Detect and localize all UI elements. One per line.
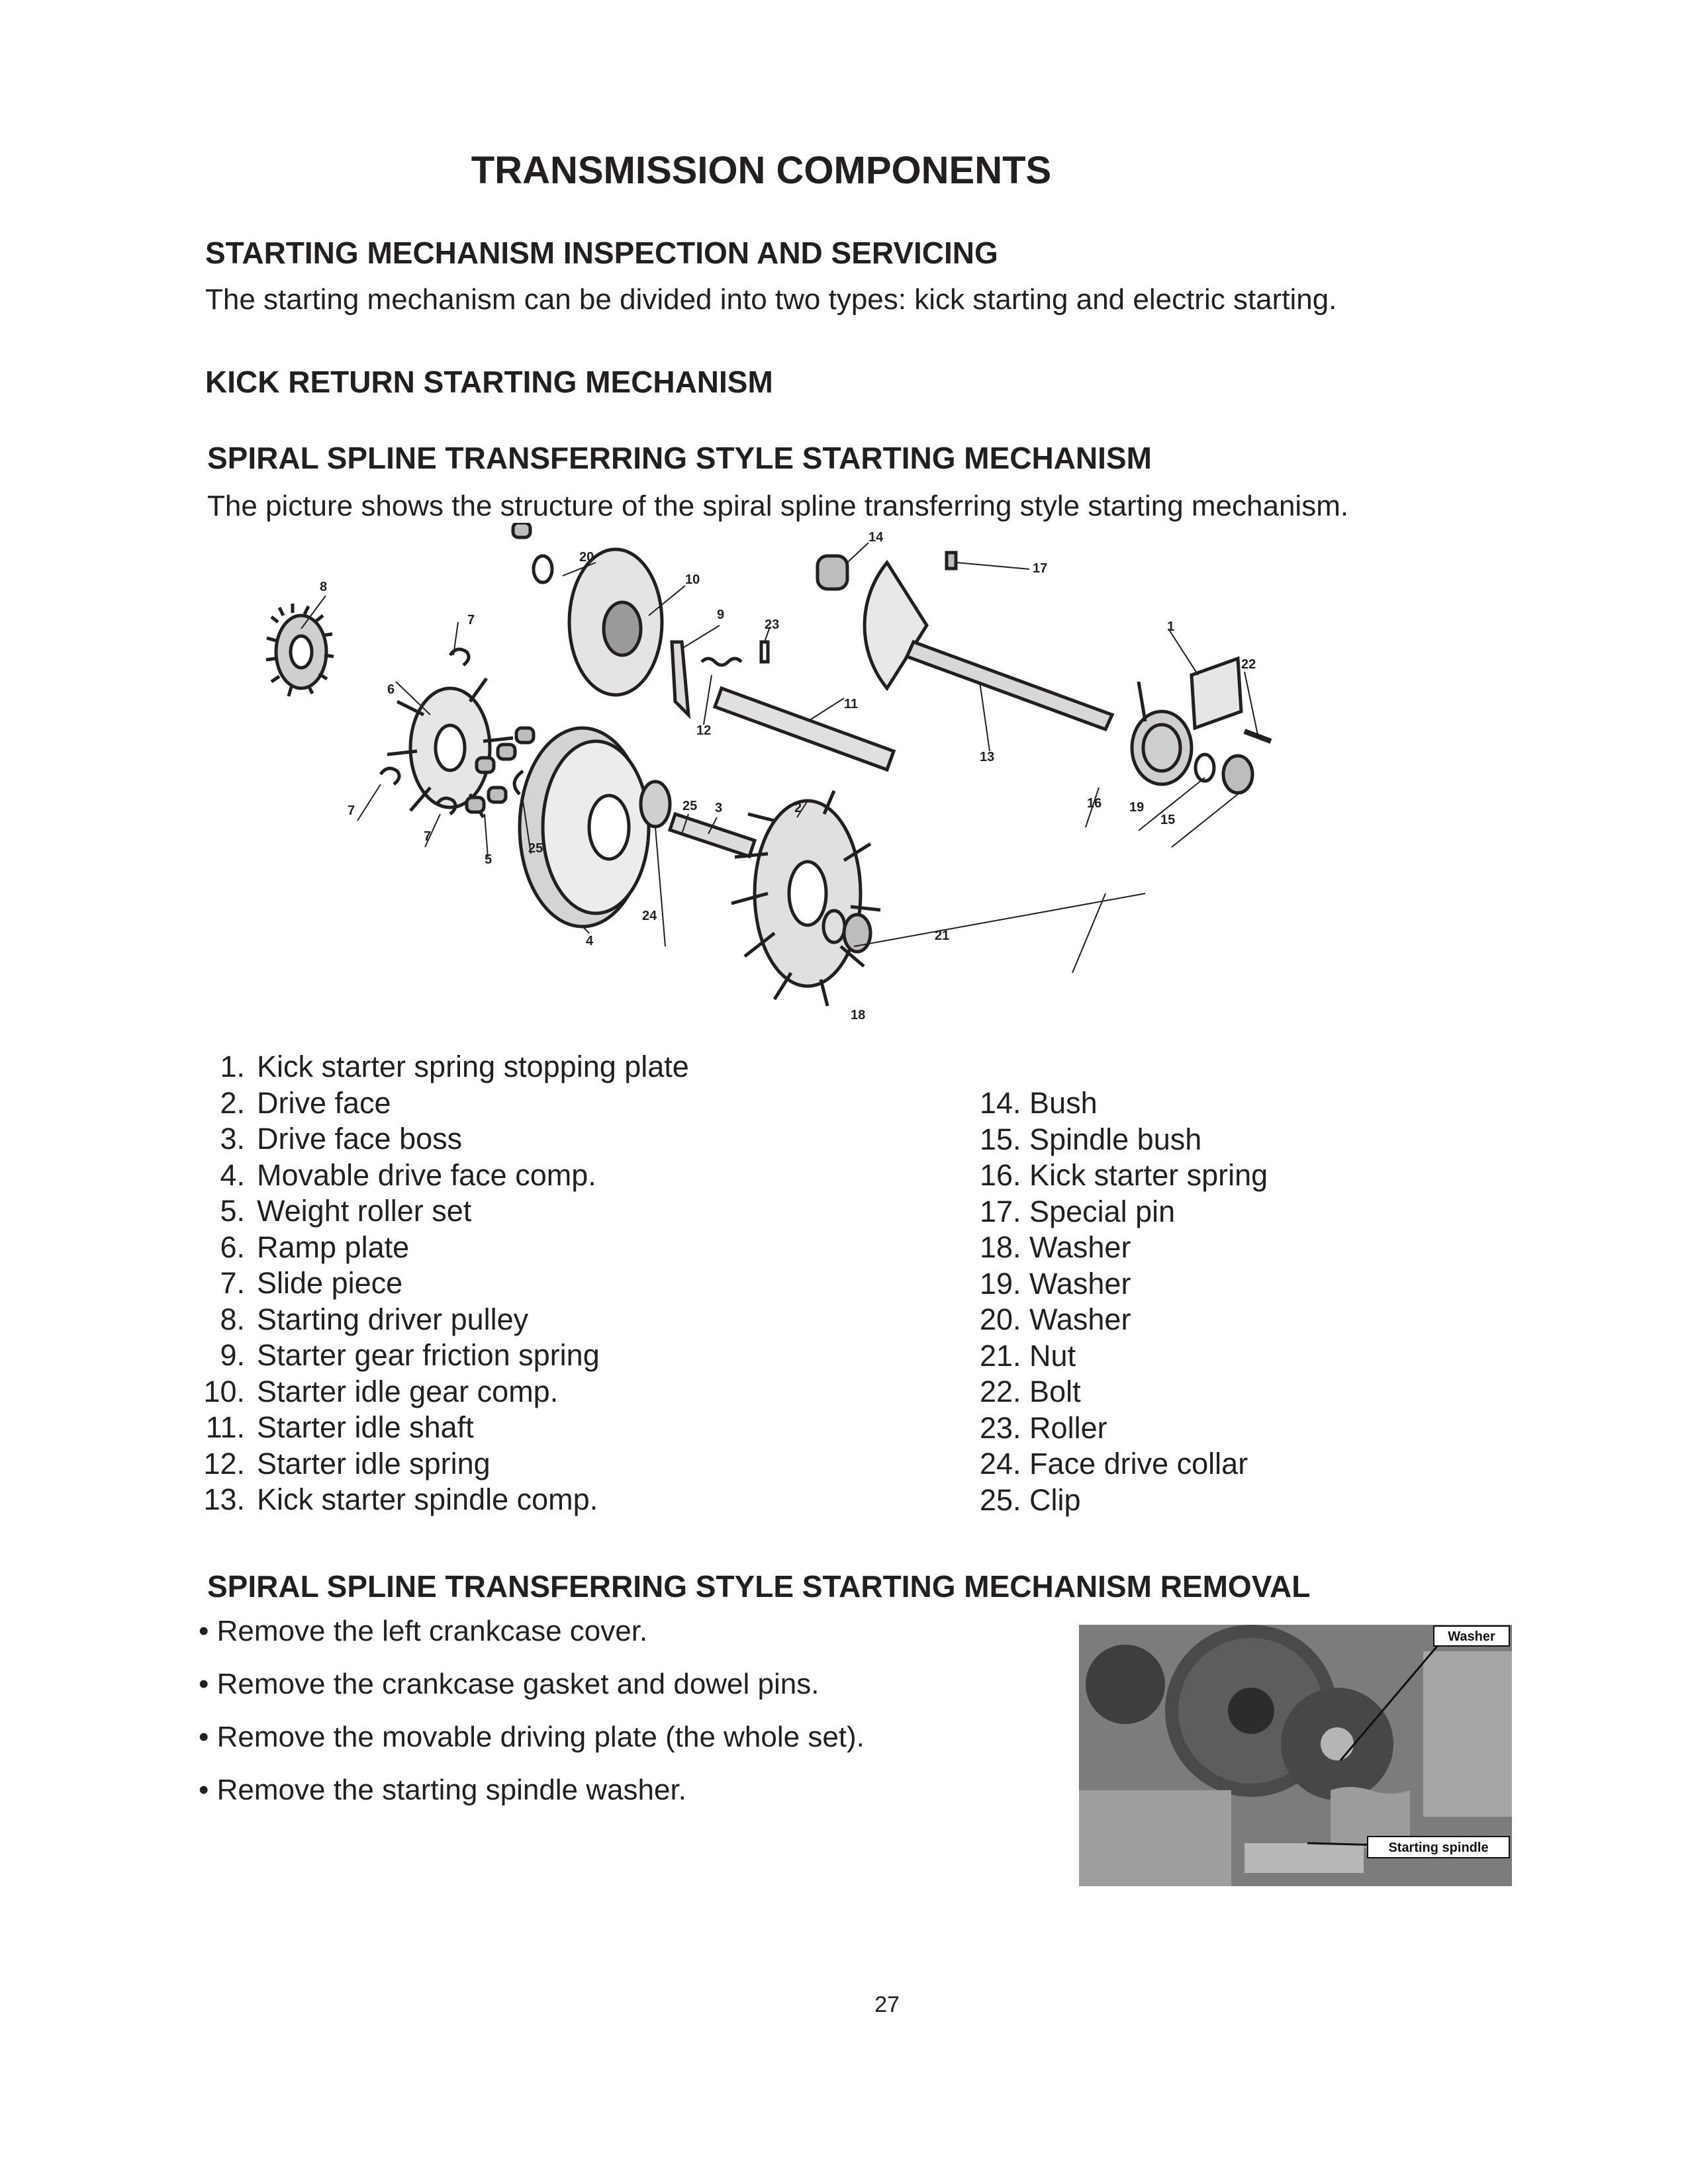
list-item: • Remove the starting spindle washer. — [199, 1774, 686, 1806]
part-bush — [818, 556, 847, 589]
svg-text:22: 22 — [1241, 657, 1256, 672]
legend-item: 7. Slide piece — [220, 1266, 403, 1300]
list-item: • Remove the movable driving plate (the whole set). — [199, 1721, 865, 1753]
svg-text:7: 7 — [424, 829, 432, 844]
section-heading-kick-return: KICK RETURN STARTING MECHANISM — [205, 365, 773, 399]
svg-text:7: 7 — [348, 803, 355, 818]
page-title: TRANSMISSION COMPONENTS — [471, 149, 1052, 192]
svg-text:14: 14 — [868, 530, 884, 545]
part-idle-shaft — [715, 688, 894, 770]
svg-text:13: 13 — [980, 750, 995, 764]
svg-text:23: 23 — [765, 617, 780, 632]
legend-item: 22. Bolt — [980, 1375, 1081, 1408]
part-starting-driver-pulley — [266, 604, 334, 696]
part-kick-starter-spindle — [865, 563, 1112, 729]
diagram-caption-text: The picture shows the structure of the spiral spline transferring style starting mechanism. — [207, 490, 1349, 522]
photo-label-starting-spindle: Starting spindle — [1388, 1841, 1489, 1855]
legend-item: 3. Drive face boss — [220, 1122, 463, 1156]
svg-text:2: 2 — [794, 801, 802, 815]
svg-text:11: 11 — [844, 697, 859, 711]
part-special-pin — [947, 553, 956, 569]
svg-text:3: 3 — [715, 801, 723, 815]
exploded-parts-diagram — [252, 523, 1311, 1026]
svg-text:1: 1 — [1167, 619, 1175, 634]
part-slide-piece-a — [450, 649, 469, 665]
list-item: • Remove the crankcase gasket and dowel pins. — [199, 1668, 820, 1700]
part-drive-face — [731, 791, 880, 1006]
legend-item: 20. Washer — [980, 1302, 1131, 1336]
svg-text:8: 8 — [320, 580, 328, 594]
legend-item: 17. Special pin — [980, 1194, 1176, 1228]
part-slide-piece-b — [381, 768, 399, 784]
svg-text:5: 5 — [485, 852, 492, 867]
part-washer-19 — [1196, 754, 1214, 781]
legend-item: 25. Clip — [980, 1482, 1081, 1517]
legend-item: 4. Movable drive face comp. — [220, 1158, 596, 1192]
page-number: 27 — [874, 1992, 900, 2017]
svg-text:19: 19 — [1129, 800, 1145, 815]
svg-text:21: 21 — [935, 929, 950, 943]
legend-item: 8. Starting driver pulley — [220, 1302, 529, 1336]
part-washer-20 — [534, 556, 552, 582]
svg-text:24: 24 — [642, 909, 657, 923]
legend-item: 11. Starter idle shaft — [205, 1410, 474, 1444]
part-clip — [514, 771, 523, 794]
part-weight-rollers — [467, 523, 534, 812]
list-item: • Remove the left crankcase cover. — [199, 1615, 648, 1647]
legend-item: 10. Starter idle gear comp. — [203, 1374, 559, 1408]
part-starter-idle-gear — [569, 549, 662, 695]
svg-text:12: 12 — [696, 723, 712, 738]
starting-spindle-photo — [1079, 1625, 1512, 1886]
legend-item: 13. Kick starter spindle comp. — [203, 1482, 598, 1516]
photo-label-washer: Washer — [1448, 1629, 1495, 1644]
legend-item: 23. Roller — [980, 1410, 1107, 1445]
parts-legend-left — [199, 1049, 689, 1518]
part-drive-face-boss — [670, 814, 755, 856]
legend-item: 1. Kick starter spring stopping plate — [220, 1050, 689, 1083]
svg-text:18: 18 — [851, 1008, 866, 1023]
legend-item: 9. Starter gear friction spring — [220, 1338, 600, 1372]
section-heading-removal: SPIRAL SPLINE TRANSFERRING STYLE STARTING MECHANISM REMOVAL — [207, 1569, 1311, 1604]
section-heading-inspection: STARTING MECHANISM INSPECTION AND SERVICING — [205, 236, 998, 270]
part-kick-starter-spring — [1132, 682, 1192, 784]
parts-legend-right — [980, 1085, 1268, 1518]
legend-item: 2. Drive face — [220, 1085, 391, 1120]
svg-text:7: 7 — [467, 613, 475, 627]
svg-text:4: 4 — [586, 934, 594, 948]
svg-text:25: 25 — [682, 799, 698, 813]
legend-item: 21. Nut — [980, 1338, 1076, 1373]
legend-item: 24. Face drive collar — [980, 1447, 1248, 1480]
section-heading-spiral-spline: SPIRAL SPLINE TRANSFERRING STYLE STARTING MECHANISM — [207, 441, 1152, 475]
svg-text:15: 15 — [1160, 813, 1176, 827]
svg-text:17: 17 — [1033, 561, 1048, 576]
part-friction-spring — [672, 642, 688, 715]
svg-text:9: 9 — [717, 608, 725, 622]
part-roller — [761, 642, 768, 662]
removal-steps-list — [199, 1615, 865, 1827]
legend-item: 14. Bush — [980, 1086, 1098, 1120]
svg-text:6: 6 — [387, 682, 395, 697]
legend-item: 19. Washer — [980, 1266, 1131, 1300]
legend-item: 18. Washer — [980, 1230, 1131, 1264]
svg-text:16: 16 — [1087, 796, 1102, 811]
legend-item: 6. Ramp plate — [220, 1230, 410, 1264]
svg-text:20: 20 — [579, 550, 594, 565]
part-idle-spring — [702, 659, 741, 665]
part-spindle-bush — [1223, 756, 1252, 793]
section-intro-text: The starting mechanism can be divided into two types: kick starting and electric starting. — [205, 283, 1337, 316]
legend-item: 12. Starter idle spring — [203, 1446, 491, 1480]
legend-item: 16. Kick starter spring — [980, 1158, 1268, 1192]
part-movable-drive-face — [520, 728, 649, 927]
part-face-drive-collar — [641, 782, 670, 827]
legend-item: 5. Weight roller set — [220, 1194, 472, 1228]
part-stopping-plate — [1192, 659, 1241, 728]
legend-item: 15. Spindle bush — [980, 1122, 1202, 1156]
svg-text:10: 10 — [685, 572, 700, 587]
svg-text:25: 25 — [528, 841, 543, 856]
